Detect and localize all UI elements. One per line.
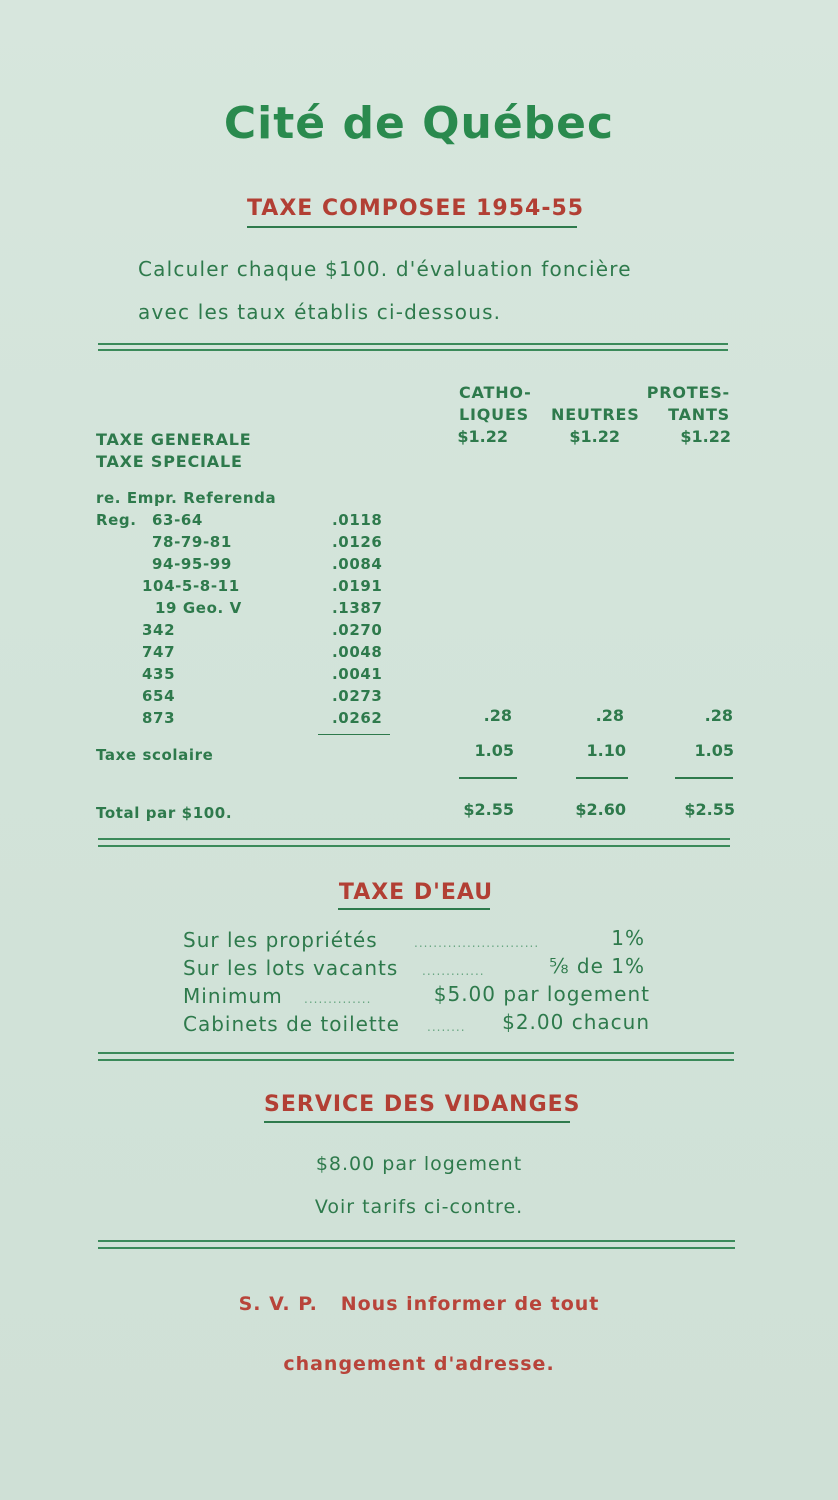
water-row-label: Cabinets de toilette xyxy=(183,1012,400,1036)
taxe-generale-catholiques: $1.22 xyxy=(457,427,508,446)
scolaire-protestants: 1.05 xyxy=(694,741,734,760)
water-tax-heading: TAXE D'EAU xyxy=(338,880,494,905)
divider-3a xyxy=(98,1052,734,1054)
leader-dots: ............. xyxy=(422,964,485,978)
referenda-sum-line xyxy=(318,734,390,735)
scolaire-label: Taxe scolaire xyxy=(96,746,214,764)
leader-dots: .............. xyxy=(304,992,372,1006)
water-row-value: ⅝ de 1% xyxy=(549,954,645,978)
sum-line-neutres xyxy=(576,777,628,779)
reg-rate: .0270 xyxy=(332,621,383,639)
divider-2a xyxy=(98,838,730,840)
taxe-speciale-label: TAXE SPECIALE xyxy=(96,452,243,471)
reg-label: 435 xyxy=(142,665,176,683)
divider-4a xyxy=(98,1240,735,1242)
reg-label: 342 xyxy=(142,621,176,639)
garbage-service-heading: SERVICE DES VIDANGES xyxy=(264,1092,581,1117)
speciale-neutres: .28 xyxy=(595,706,624,725)
total-protestants: $2.55 xyxy=(684,800,735,819)
divider-2b xyxy=(98,845,730,847)
reg-label: 747 xyxy=(142,643,176,661)
garbage-heading-underline xyxy=(264,1121,570,1123)
water-row-label: Minimum xyxy=(183,984,283,1008)
divider-4b xyxy=(98,1247,735,1249)
water-row-value: $2.00 chacun xyxy=(502,1010,650,1034)
address-notice-line-2: changement d'adresse. xyxy=(283,1353,555,1375)
water-row-label: Sur les lots vacants xyxy=(183,956,399,980)
sum-line-protestants xyxy=(675,777,733,779)
referenda-label: re. Empr. Referenda xyxy=(96,489,277,507)
col-protestants-l1: PROTES- xyxy=(646,383,730,402)
reg-rate: .0118 xyxy=(332,511,383,529)
divider-1b xyxy=(98,349,728,351)
speciale-catholiques: .28 xyxy=(483,706,512,725)
col-catholiques-l2: LIQUES xyxy=(459,405,529,424)
total-neutres: $2.60 xyxy=(575,800,626,819)
address-notice-line-1: S. V. P. Nous informer de tout xyxy=(238,1293,600,1315)
reg-label: 94-95-99 xyxy=(152,555,232,573)
scolaire-neutres: 1.10 xyxy=(586,741,626,760)
taxe-generale-label: TAXE GENERALE xyxy=(96,430,252,449)
water-row-value: 1% xyxy=(611,926,645,950)
sum-line-catholiques xyxy=(459,777,517,779)
reg-rate: .0262 xyxy=(332,709,383,727)
page-title: Cité de Québec xyxy=(223,98,615,149)
divider-3b xyxy=(98,1059,734,1061)
scolaire-catholiques: 1.05 xyxy=(474,741,514,760)
col-catholiques-l1: CATHO- xyxy=(459,383,532,402)
taxe-generale-protestants: $1.22 xyxy=(680,427,731,446)
intro-line-1: Calculer chaque $100. d'évaluation foncière xyxy=(138,257,632,281)
reg-label: 78-79-81 xyxy=(152,533,232,551)
reg-rate: .0041 xyxy=(332,665,383,683)
water-heading-underline xyxy=(338,908,490,910)
garbage-rate: $8.00 par logement xyxy=(315,1153,523,1175)
tax-composite-heading: TAXE COMPOSEE 1954-55 xyxy=(247,196,585,221)
reg-label: 63-64 xyxy=(152,511,203,529)
taxe-generale-neutres: $1.22 xyxy=(569,427,620,446)
reg-rate: .0191 xyxy=(332,577,383,595)
water-row-value: $5.00 par logement xyxy=(433,982,650,1006)
reg-label: 654 xyxy=(142,687,176,705)
speciale-protestants: .28 xyxy=(704,706,733,725)
tax-heading-underline xyxy=(247,226,577,228)
reg-prefix: Reg. xyxy=(96,511,137,529)
total-label: Total par $100. xyxy=(96,804,233,822)
total-catholiques: $2.55 xyxy=(463,800,514,819)
reg-rate: .0048 xyxy=(332,643,383,661)
reg-rate: .0273 xyxy=(332,687,383,705)
water-row-label: Sur les propriétés xyxy=(183,928,378,952)
reg-rate: .0126 xyxy=(332,533,383,551)
garbage-note: Voir tarifs ci-contre. xyxy=(314,1196,524,1218)
reg-rate: .1387 xyxy=(332,599,383,617)
divider-1a xyxy=(98,343,728,345)
leader-dots: .......................... xyxy=(414,936,540,950)
reg-label: 19 Geo. V xyxy=(155,599,242,617)
reg-label: 873 xyxy=(142,709,176,727)
reg-rate: .0084 xyxy=(332,555,383,573)
intro-line-2: avec les taux établis ci-dessous. xyxy=(138,300,502,324)
reg-label: 104-5-8-11 xyxy=(142,577,240,595)
col-protestants-l2: TANTS xyxy=(668,405,730,424)
leader-dots: ........ xyxy=(427,1020,466,1034)
col-neutres: NEUTRES xyxy=(551,405,640,424)
